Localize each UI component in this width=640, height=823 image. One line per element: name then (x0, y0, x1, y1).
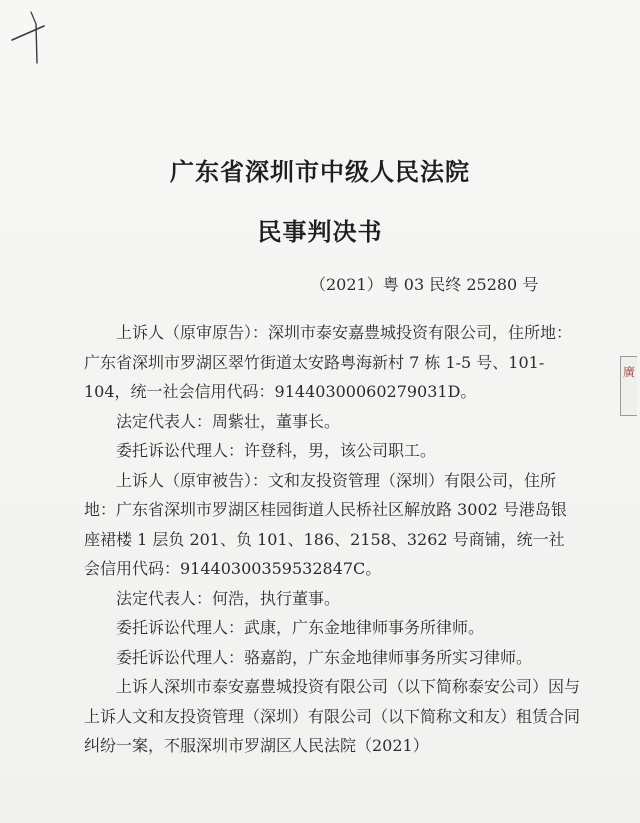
case-number: （2021）粤 03 民终 25280 号 (310, 275, 539, 294)
document-type-heading: 民事判决书 (257, 218, 383, 246)
pen-mark-icon (10, 8, 50, 68)
judgment-body (84, 318, 580, 761)
paragraph-appellant-1: 上诉人（原审原告）：深圳市泰安嘉豊城投资有限公司，住所地：广东省深圳市罗湖区翠竹街道太安路粤海新村 7 栋 1-5 号、101-104，统一社会信用代码：91440300060279031D。 (84, 323, 573, 401)
side-stamp-label: 廣 (622, 365, 635, 379)
paragraph-case-summary: 上诉人深圳市泰安嘉豊城投资有限公司（以下简称泰安公司）因与上诉人文和友投资管理（深圳）有限公司（以下简称文和友）租赁合同纠纷一案，不服深圳市罗湖区人民法院（2021） (84, 677, 581, 755)
court-name-title: 广东省深圳市中级人民法院 (170, 158, 470, 186)
side-stamp-tab (620, 356, 637, 416)
paragraph-appellant-2: 上诉人（原审被告）：文和友投资管理（深圳）有限公司，住所地：广东省深圳市罗湖区桂园街道人民桥社区解放路 3002 号港岛银座裙楼 1 层负 201、负 101、186、2158、3262 号商铺，统一社会信用代码：91440300359532847C。 (84, 470, 567, 578)
paragraph-agent-2: 委托诉讼代理人：武康，广东金地律师事务所律师。 (116, 618, 485, 637)
paragraph-agent-1: 委托诉讼代理人：许登科，男，该公司职工。 (116, 441, 437, 460)
paragraph-legal-rep-2: 法定代表人：何浩，执行董事。 (116, 588, 341, 608)
paragraph-agent-3: 委托诉讼代理人：骆嘉韵，广东金地律师事务所实习律师。 (116, 647, 533, 667)
paragraph-legal-rep-1: 法定代表人：周紫壮，董事长。 (116, 411, 341, 431)
